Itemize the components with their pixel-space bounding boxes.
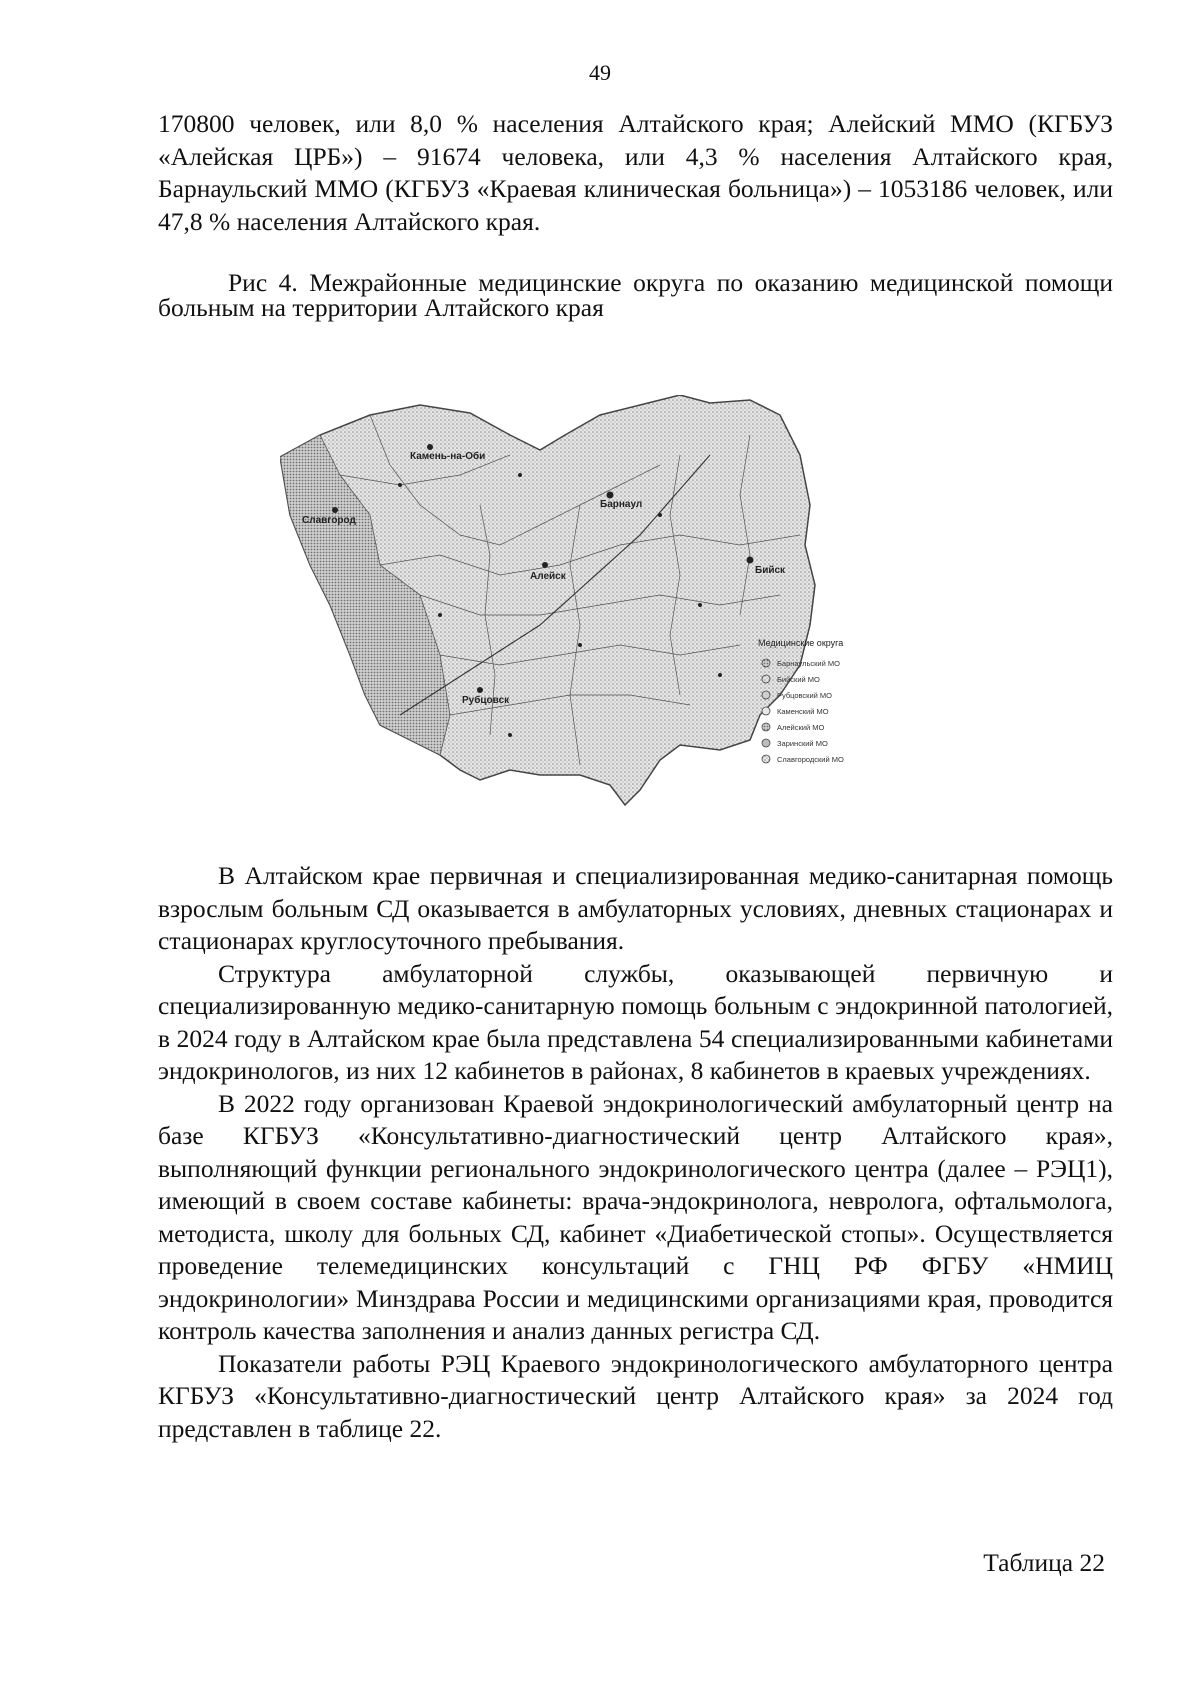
map-label-kamen: Камень-на-Оби	[410, 451, 486, 462]
region-map-figure	[280, 395, 940, 850]
legend-swatch-icon	[762, 707, 770, 715]
legend-swatch-icon	[762, 675, 770, 683]
body-text-block	[158, 860, 1113, 1445]
legend-swatch-icon	[762, 723, 770, 731]
map-label-slavgorod: Славгород	[302, 515, 356, 526]
legend-item	[762, 723, 824, 732]
map-label-rubtsovsk: Рубцовск	[462, 695, 510, 706]
legend-swatch-icon	[762, 739, 770, 747]
legend-swatch-icon	[762, 659, 770, 667]
legend-item	[762, 707, 829, 716]
table-label: Таблица 22	[983, 1548, 1105, 1577]
region-map	[280, 395, 940, 850]
legend-item-label: Бийский МО	[777, 675, 820, 684]
legend-swatch-icon	[762, 755, 770, 763]
paragraph: В 2022 году организован Краевой эндокринологический амбулаторный центр на базе КГБУЗ «Консультативно-диагностический центр Алтайского края», выполняющий функции регионального эндокринологического центра (далее – РЭЦ1), имеющий в своем составе кабинеты: врача-эндокринолога, невролога, офтальмолога, методиста, школу для больных СД, кабинет «Диабетической стопы». Осуществляется проведение телемедицинских консультаций с ГНЦ РФ ФГБУ «НМИЦ эндокринологии» Минздрава России и медицинскими организациями края, проводится контроль качества заполнения и анализ данных регистра СД.	[158, 1088, 1113, 1345]
figure-caption: Рис 4. Межрайонные медицинские округа по оказанию медицинской помощи больным на территории Алтайского края	[158, 268, 1113, 322]
intro-paragraph: 170800 человек, или 8,0 % населения Алтайского края; Алейский ММО (КГБУЗ «Алейская ЦРБ») – 91674 человека, или 4,3 % населения Алтайского края, Барнаульский ММО (КГБУЗ «Краевая клиническая больница») – 1053186 человек, или 47,8 % населения Алтайского края.	[158, 109, 1113, 236]
map-label-biysk: Бийск	[755, 565, 786, 576]
paragraph: Структура амбулаторной службы, оказывающей первичную и специализированную медико-санитарную помощь больным с эндокринной патологией, в 2024 году в Алтайском крае была представлена 54 специализированными кабинетами эндокринологов, из них 12 кабинетов в районах, 8 кабинетов в краевых учреждениях.	[158, 958, 1113, 1085]
paragraph: Показатели работы РЭЦ Краевого эндокринологического амбулаторного центра КГБУЗ «Консультативно-диагностический центр Алтайского края» за 2024 год представлен в таблице 22.	[158, 1348, 1113, 1443]
legend-item-label: Алейский МО	[777, 723, 825, 732]
paragraph: В Алтайском крае первичная и специализированная медико-санитарная помощь взрослым больным СД оказывается в амбулаторных условиях, дневных стационарах и стационарах круглосуточного пребывания.	[158, 861, 1113, 955]
map-label-barnaul: Барнаул	[600, 499, 643, 510]
legend-item-label: Каменский МО	[777, 707, 829, 716]
map-label-aleysk: Алейск	[530, 571, 566, 582]
legend-item-label: Рубцовский МО	[777, 691, 832, 700]
page-number: 49	[589, 60, 611, 85]
legend-swatch-icon	[762, 691, 770, 699]
legend-title: Медицинские округа	[758, 638, 844, 648]
legend-item-label: Славгородский МО	[777, 755, 844, 764]
legend-item-label: Заринский МО	[777, 739, 828, 748]
legend-item-label: Барнаульский МО	[777, 659, 840, 668]
intro-paragraph-block	[158, 108, 1113, 238]
legend-item	[762, 739, 828, 748]
legend-item	[762, 755, 844, 764]
